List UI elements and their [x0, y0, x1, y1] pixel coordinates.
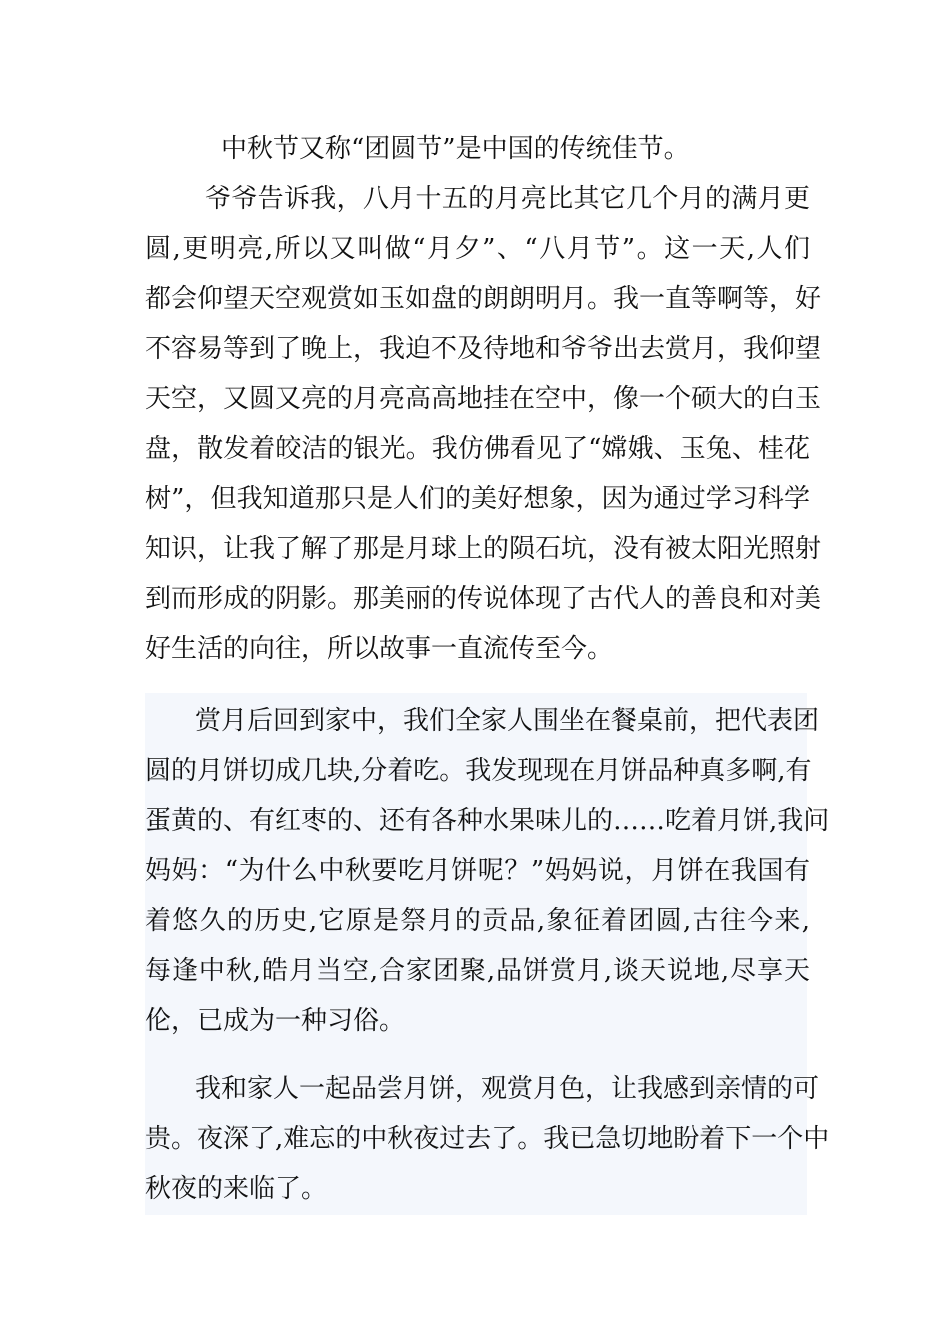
- paragraph-line: 我和家人一起品尝月饼，观赏月色，让我感到亲情的可: [195, 1074, 820, 1104]
- paragraph-line: 赏月后回到家中，我们全家人围坐在餐桌前，把代表团: [195, 706, 820, 736]
- paragraph-line: 都会仰望天空观赏如玉如盘的朗朗明月。我一直等啊等，好: [145, 284, 822, 314]
- paragraph-line: 不容易等到了晚上，我迫不及待地和爷爷出去赏月，我仰望: [145, 334, 822, 364]
- paragraph-line: 着悠久的历史,它原是祭月的贡品,象征着团圆,古往今来,: [145, 906, 810, 936]
- paragraph-line: 到而形成的阴影。那美丽的传说体现了古代人的善良和对美: [145, 584, 822, 614]
- paragraph-line: 天空，又圆又亮的月亮高高地挂在空中，像一个硕大的白玉: [145, 384, 822, 414]
- paragraph-line: 秋夜的来临了。: [145, 1174, 328, 1204]
- paragraph-line: 贵。夜深了,难忘的中秋夜过去了。我已急切地盼着下一个中: [145, 1124, 830, 1154]
- paragraph-line: 圆,更明亮,所以又叫做“月夕”、“八月节”。这一天,人们: [145, 234, 810, 264]
- paragraph-line: 树”，但我知道那只是人们的美好想象，因为通过学习科学: [145, 484, 810, 514]
- opening-line: 中秋节又称“团圆节”是中国的传统佳节。: [221, 134, 690, 164]
- paragraph-line: 盘，散发着皎洁的银光。我仿佛看见了“嫦娥、玉兔、桂花: [145, 434, 810, 464]
- paragraph-line: 知识，让我了解了那是月球上的陨石坑，没有被太阳光照射: [145, 534, 822, 564]
- paragraph-line: 每逢中秋,皓月当空,合家团聚,品饼赏月,谈天说地,尽享天: [145, 956, 810, 986]
- paragraph-line: 好生活的向往，所以故事一直流传至今。: [145, 634, 614, 664]
- paragraph-line: 蛋黄的、有红枣的、还有各种水果味儿的……吃着月饼,我问: [145, 806, 830, 836]
- paragraph-line: 妈妈：“为什么中秋要吃月饼呢？”妈妈说，月饼在我国有: [145, 856, 810, 886]
- paragraph-line: 圆的月饼切成几块,分着吃。我发现现在月饼品种真多啊,有: [145, 756, 812, 786]
- paragraph-line: 伦，已成为一种习俗。: [145, 1006, 406, 1036]
- paragraph-line: 爷爷告诉我，八月十五的月亮比其它几个月的满月更: [205, 184, 810, 214]
